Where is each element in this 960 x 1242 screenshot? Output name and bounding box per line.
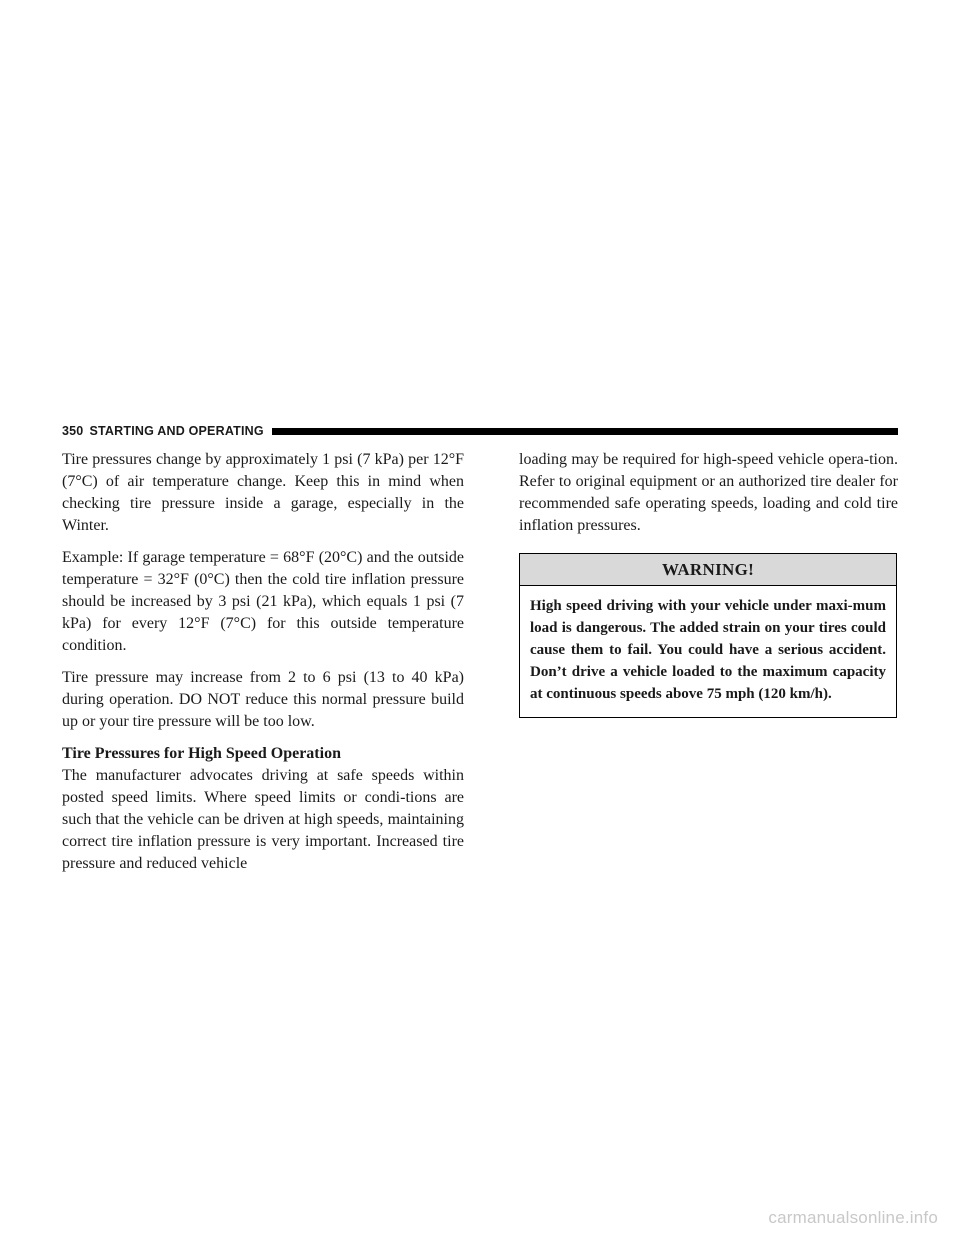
paragraph-safe-speeds: The manufacturer advocates driving at safe speeds within posted speed limits. Where speed limits or condi-tions are such that the vehicle can be driven at high speeds, maintaining correct tire inflation pressure is very important. Increased tire pressure and reduced vehicle — [62, 767, 464, 872]
paragraph-pressure-increase: Tire pressure may increase from 2 to 6 psi (13 to 40 kPa) during operation. DO NOT reduce this normal pressure build up or your tire pressure will be too low. — [62, 669, 464, 730]
section-title: STARTING AND OPERATING — [89, 424, 264, 438]
page-number: 350 — [62, 424, 84, 438]
paragraph-example: Example: If garage temperature = 68°F (20°C) and the outside temperature = 32°F (0°C) then the cold tire inflation pressure should be increased by 3 psi (21 kPa), which equals 1 psi (7 kPa) for every 12°F (7°C) for this outside temperature condition. — [62, 549, 464, 654]
header-rule — [272, 428, 898, 435]
right-column — [519, 449, 898, 718]
paragraph-loading: loading may be required for high-speed vehicle opera-tion. Refer to original equipment or an authorized tire dealer for recommended safe operating speeds, loading and cold tire inflation pressures. — [519, 451, 898, 534]
section-heading-high-speed: Tire Pressures for High Speed Operation — [62, 745, 341, 762]
warning-box — [519, 553, 897, 718]
watermark: carmanualsonline.info — [768, 1208, 938, 1227]
paragraph-temperature-change: Tire pressures change by approximately 1 psi (7 kPa) per 12°F (7°C) of air temperature change. Keep this in mind when checking tire pressure inside a garage, especially in the Winter. — [62, 451, 464, 534]
page-header — [62, 423, 898, 439]
warning-text: High speed driving with your vehicle under maxi-mum load is dangerous. The added strain on your tires could cause them to fail. You could have a serious accident. Don’t drive a vehicle loaded to the maximum capacity at continuous speeds above 75 mph (120 km/h). — [530, 598, 886, 702]
left-column — [62, 449, 464, 885]
warning-title: WARNING! — [520, 554, 896, 586]
